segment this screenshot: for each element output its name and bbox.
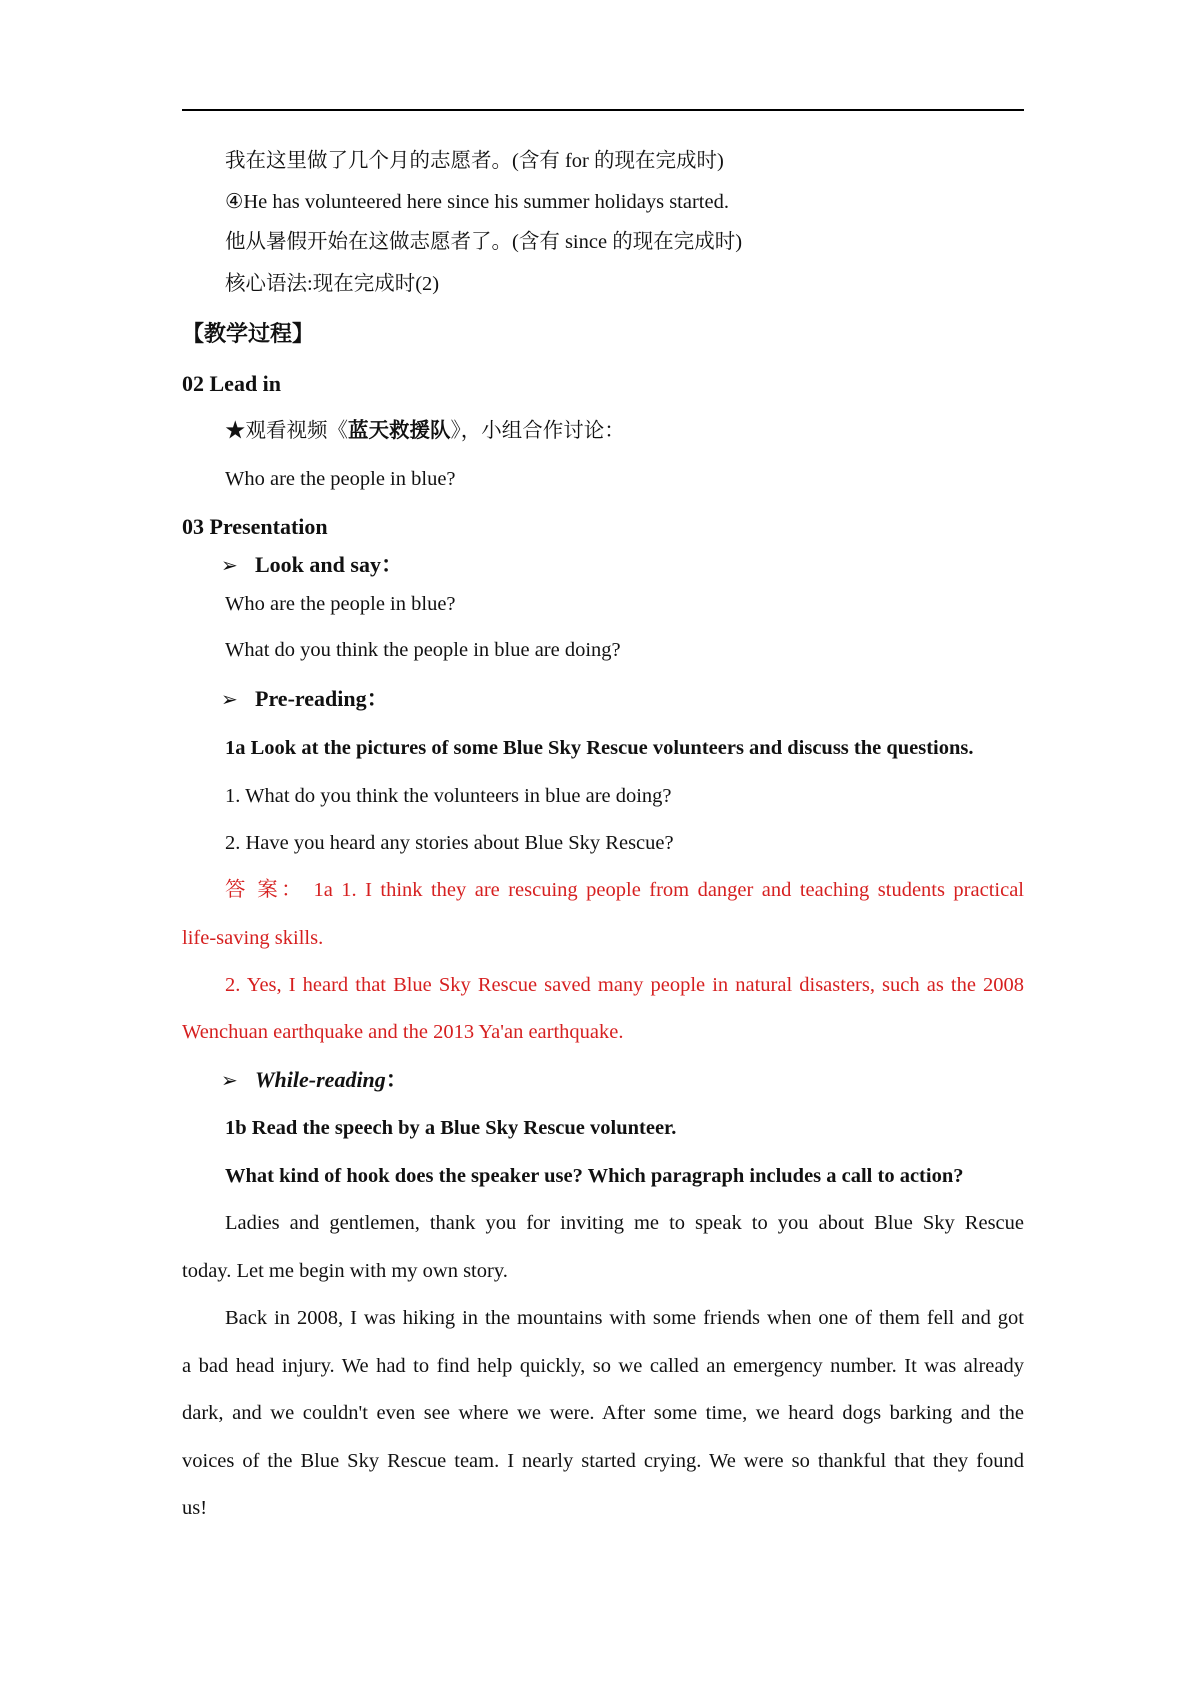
pre-reading-q2: 2. Have you heard any stories about Blue Sky Rescue? bbox=[225, 832, 674, 854]
while-reading-title: While-reading bbox=[255, 1067, 386, 1092]
while-reading-heading bbox=[221, 1067, 408, 1094]
look-and-say-colon: ： bbox=[380, 552, 403, 577]
speech-paragraph-1-line-1: Ladies and gentlemen, thank you for inviting me to speak to you about Blue Sky Rescue bbox=[225, 1212, 1024, 1234]
arrow-bullet-icon: ➢ bbox=[221, 555, 238, 577]
pre-reading-q1: 1. What do you think the volunteers in blue are doing? bbox=[225, 785, 672, 807]
pre-reading-colon: ： bbox=[366, 686, 389, 711]
lead-in-task-title: 蓝天救援队 bbox=[348, 420, 451, 442]
speech-paragraph-1-line-2: today. Let me begin with my own story. bbox=[182, 1260, 508, 1282]
speech-paragraph-2-line-1: Back in 2008, I was hiking in the mountains with some friends when one of them fell and got bbox=[225, 1307, 1024, 1329]
while-reading-instruction-2: What kind of hook does the speaker use? Which paragraph includes a call to action? bbox=[225, 1165, 964, 1187]
answer-1-line-2: life-saving skills. bbox=[182, 927, 324, 949]
lead-in-question: Who are the people in blue? bbox=[225, 468, 456, 490]
section-heading-lead-in: 02 Lead in bbox=[182, 371, 282, 396]
pre-reading-title: Pre-reading bbox=[255, 686, 367, 711]
section-heading-presentation: 03 Presentation bbox=[182, 514, 328, 539]
look-and-say-title: Look and say bbox=[255, 552, 381, 577]
answer-2-line-2: Wenchuan earthquake and the 2013 Ya'an earthquake. bbox=[182, 1021, 624, 1043]
lead-in-task-suffix: 》，小组合作讨论： bbox=[450, 420, 625, 442]
pre-reading-instruction: 1a Look at the pictures of some Blue Sky Rescue volunteers and discuss the questions. bbox=[225, 737, 974, 759]
arrow-bullet-icon: ➢ bbox=[221, 1070, 238, 1092]
text-line-core-grammar: 核心语法:现在完成时(2) bbox=[225, 273, 440, 295]
arrow-bullet-icon: ➢ bbox=[221, 689, 238, 711]
text-line-example-4: ④He has volunteered here since his summer holidays started. bbox=[225, 191, 729, 213]
look-and-say-q2: What do you think the people in blue are doing? bbox=[225, 639, 621, 661]
while-reading-instruction-1: 1b Read the speech by a Blue Sky Rescue volunteer. bbox=[225, 1117, 677, 1139]
text-line-volunteer-months: 我在这里做了几个月的志愿者。(含有 for 的现在完成时) bbox=[225, 150, 724, 172]
answer-1-line-1: 答 案： 1a 1. I think they are rescuing people from danger and teaching students practical bbox=[225, 879, 1024, 901]
speech-paragraph-2-line-3: dark, and we couldn't even see where we were. After some time, we heard dogs barking and the bbox=[182, 1402, 1024, 1424]
speech-paragraph-2-line-4: voices of the Blue Sky Rescue team. I nearly started crying. We were so thankful that they found bbox=[182, 1450, 1024, 1472]
header-rule bbox=[182, 109, 1024, 111]
text-line-since-note: 他从暑假开始在这做志愿者了。(含有 since 的现在完成时) bbox=[225, 231, 743, 253]
lead-in-task-prefix: ★观看视频《 bbox=[225, 420, 348, 442]
section-heading-teaching-process: 【教学过程】 bbox=[182, 321, 315, 346]
lead-in-task bbox=[225, 418, 625, 444]
while-reading-colon: ： bbox=[385, 1067, 408, 1092]
speech-paragraph-2-line-2: a bad head injury. We had to find help quickly, so we called an emergency number. It was already bbox=[182, 1355, 1024, 1377]
speech-paragraph-2-line-5: us! bbox=[182, 1497, 208, 1519]
answer-2-line-1: 2. Yes, I heard that Blue Sky Rescue saved many people in natural disasters, such as the 2008 bbox=[225, 974, 1024, 996]
look-and-say-heading bbox=[221, 552, 403, 579]
look-and-say-q1: Who are the people in blue? bbox=[225, 593, 456, 615]
pre-reading-heading bbox=[221, 686, 389, 713]
